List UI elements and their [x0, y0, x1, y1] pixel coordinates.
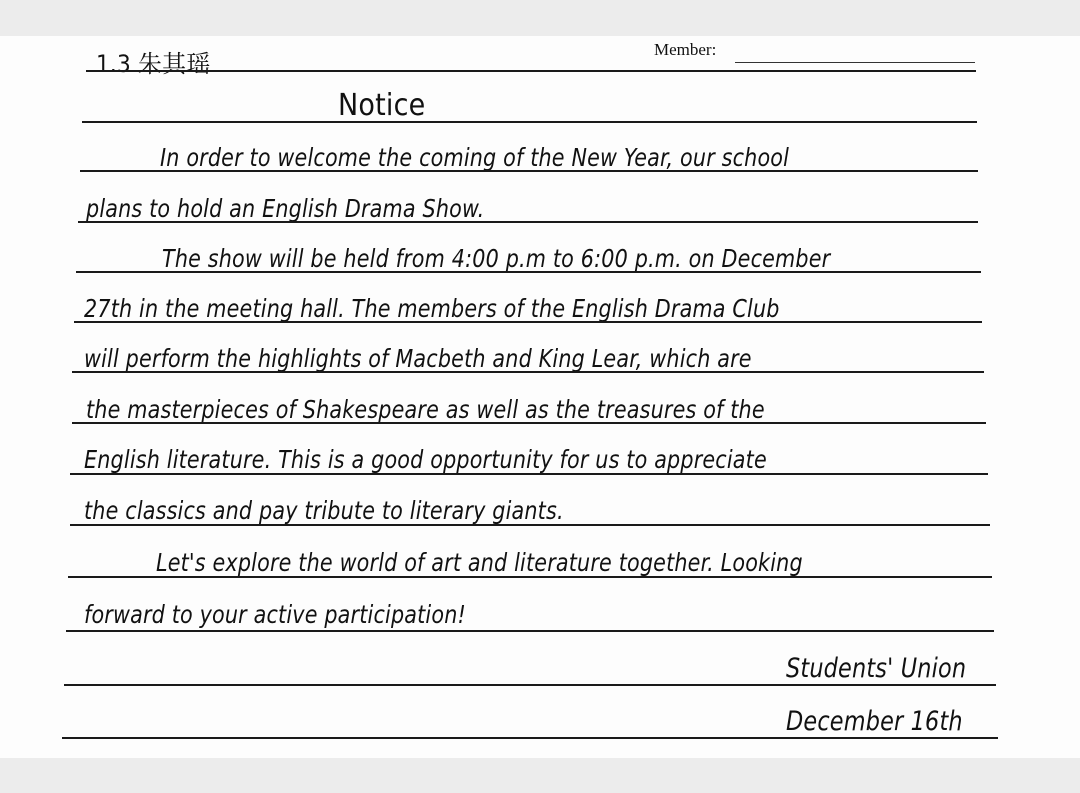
notice-line: plans to hold an English Drama Show.	[86, 194, 485, 223]
date-rule	[62, 737, 998, 739]
line-rule	[70, 473, 988, 475]
notice-line: the masterpieces of Shakespeare as well as the treasures of the	[86, 395, 765, 424]
notice-line: 27th in the meeting hall. The members of the English Drama Club	[84, 294, 780, 323]
notice-line: will perform the highlights of Macbeth and King Lear, which are	[84, 344, 752, 373]
signature-rule	[64, 684, 996, 686]
line-rule	[72, 422, 986, 424]
line-rule	[70, 524, 990, 526]
notice-line: The show will be held from 4:00 p.m to 6:00 p.m. on December	[162, 244, 831, 273]
line-rule	[80, 170, 978, 172]
notice-line: forward to your active participation!	[84, 600, 466, 629]
notice-line: English literature. This is a good opportunity for us to appreciate	[84, 445, 767, 474]
line-rule	[68, 576, 992, 578]
member-label: Member:	[654, 40, 717, 59]
notice-line: Let's explore the world of art and literature together. Looking	[156, 548, 803, 577]
title-rule	[82, 121, 977, 123]
line-rule	[74, 321, 982, 323]
notice-line: In order to welcome the coming of the New Year, our school	[160, 143, 790, 172]
line-rule	[76, 271, 981, 273]
header-rule	[86, 70, 976, 72]
notice-date: December 16th	[786, 706, 963, 737]
header-rule-top	[735, 62, 975, 63]
class-and-name: 1.3 朱其瑶	[96, 50, 211, 78]
line-rule	[72, 371, 984, 373]
signature: Students' Union	[786, 653, 967, 684]
line-rule	[78, 221, 978, 223]
line-rule	[66, 630, 994, 632]
notice-title: Notice	[338, 88, 426, 123]
notice-line: the classics and pay tribute to literary giants.	[84, 496, 564, 525]
